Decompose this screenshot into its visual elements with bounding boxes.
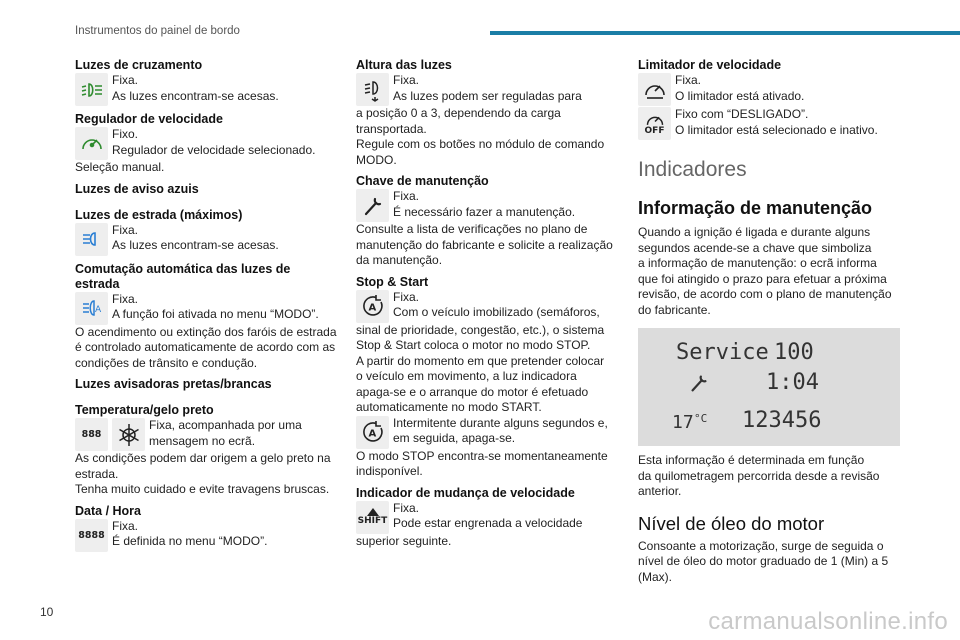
entry-line: Fixa. <box>112 73 139 87</box>
shift-up-icon <box>356 501 389 534</box>
entry-line: O limitador está selecionado e inativo. <box>675 122 878 137</box>
entry-line: o veículo em movimento, a luz indicadora <box>356 369 577 383</box>
auto-high-beam-entry <box>75 292 347 325</box>
entry-line: O modo STOP encontra-se momentaneamente <box>356 448 608 463</box>
section-title: estrada <box>75 276 120 291</box>
entry-line: estrada. <box>75 466 119 481</box>
entry-line: Consoante a motorização, surge de seguida o <box>638 538 884 553</box>
section-title: Luzes de estrada (máximos) <box>75 207 243 222</box>
entry-line: é controlado automaticamente de acordo com as <box>75 340 336 354</box>
snowflake-icon <box>112 418 145 451</box>
digital-display-icon: 888 <box>75 418 108 451</box>
entry-line: É definida no menu “MODO”. <box>112 534 268 548</box>
entry-line: As condições podem dar origem a gelo preto na <box>75 451 331 465</box>
speed-limiter-off-entry <box>638 107 900 140</box>
section-title: Comutação automática das luzes de <box>75 261 291 276</box>
cruise-control-icon <box>75 127 108 160</box>
wrench-icon <box>356 189 389 222</box>
high-beam-entry <box>75 223 347 256</box>
service-label: Service <box>676 340 769 365</box>
service-time: 1:04 <box>766 370 819 395</box>
page-number: 10 <box>40 605 54 619</box>
section-title: Limitador de velocidade <box>638 58 782 72</box>
entry-line: Regulador de velocidade selecionado. <box>112 142 316 157</box>
section-title: Luzes de cruzamento <box>75 58 203 72</box>
entry-line: Fixa. <box>393 73 420 87</box>
speed-limiter-icon <box>638 73 671 106</box>
entry-line: automaticamente no modo START. <box>356 400 542 414</box>
entry-line: Fixa. <box>112 518 139 533</box>
entry-line: manutenção do fabricante e solicite a realização <box>356 237 613 252</box>
entry-line: Fixa. <box>112 222 139 237</box>
entry-line: sinal de prioridade, congestão, etc.), o sistema <box>356 322 605 337</box>
svg-text:A: A <box>94 305 101 315</box>
entry-line: A partir do momento em que pretender colocar <box>356 353 605 368</box>
entry-line: Fixo com “DESLIGADO”. <box>675 107 809 121</box>
entry-line: Esta informação é determinada em função <box>638 453 865 467</box>
date-time-entry <box>75 519 347 552</box>
entry-line: indisponível. <box>356 464 423 478</box>
section-title: Luzes de aviso azuis <box>75 181 199 196</box>
entry-line: do fabricante. <box>638 302 711 317</box>
entry-line: Quando a ignição é ligada e durante alguns <box>638 225 871 239</box>
entry-line: Fixa. <box>112 291 139 306</box>
section-title: Indicador de mudança de velocidade <box>356 485 575 500</box>
entry-line: mensagem no ecrã. <box>149 433 256 448</box>
section-title: Luzes avisadoras pretas/brancas <box>75 377 272 391</box>
stop-start-blinking-entry <box>356 416 618 449</box>
entry-line: a posição 0 a 3, dependendo da carga <box>356 106 561 120</box>
section-heading: Nível de óleo do motor <box>638 512 825 534</box>
temperature-entry <box>75 418 347 451</box>
section-title: Regulador de velocidade <box>75 112 223 126</box>
entry-line: que foi atingido o prazo para efetuar a próxima <box>638 271 887 286</box>
entry-line: Fixa, acompanhada por uma <box>149 418 302 432</box>
running-header: Instrumentos do painel de bordo <box>75 25 240 37</box>
stop-start-entry <box>356 290 618 323</box>
entry-line: Fixa. <box>675 73 702 87</box>
entry-line: em seguida, apaga-se. <box>393 431 516 445</box>
column-1 <box>75 58 347 552</box>
service-display-image <box>638 328 900 446</box>
service-wrench-entry <box>356 189 618 222</box>
entry-line: O limitador está ativado. <box>675 88 805 103</box>
stop-start-icon <box>356 290 389 323</box>
low-beam-icon <box>75 73 108 106</box>
column-2 <box>356 58 618 549</box>
wrench-icon <box>688 372 710 398</box>
entry-line: Fixa. <box>393 500 420 515</box>
entry-line: As luzes encontram-se acesas. <box>112 88 279 103</box>
entry-line: Tenha muito cuidado e evite travagens bruscas. <box>75 482 330 496</box>
chapter-heading: Indicadores <box>638 158 747 181</box>
low-beam-entry <box>75 73 347 106</box>
entry-line: superior seguinte. <box>356 533 452 548</box>
watermark: carmanualsonline.info <box>708 608 948 635</box>
service-distance: 100 <box>774 340 814 365</box>
outside-temperature: 17 <box>672 412 694 433</box>
section-title: Stop & Start <box>356 274 429 289</box>
section-title: Chave de manutenção <box>356 174 489 188</box>
entry-line: As luzes podem ser reguladas para <box>393 88 582 103</box>
entry-line: anterior. <box>638 484 682 498</box>
speed-limiter-entry <box>638 73 900 106</box>
temperature-unit: °C <box>694 412 708 425</box>
entry-line: Stop & Start coloca o motor no modo STOP. <box>356 338 591 352</box>
section-title: Data / Hora <box>75 503 141 518</box>
clock-display-icon: 8888 <box>75 519 108 552</box>
off-label: OFF <box>644 125 665 136</box>
entry-line: Fixo. <box>112 127 139 141</box>
svg-text:A: A <box>368 302 376 314</box>
entry-line: Regule com os botões no módulo de comando <box>356 137 605 151</box>
headlamp-level-icon <box>356 73 389 106</box>
entry-line: Com o veículo imobilizado (semáforos, <box>393 305 600 319</box>
svg-text:A: A <box>368 428 376 440</box>
entry-line: a informação de manutenção: o ecrã informa <box>638 256 877 270</box>
auto-high-beam-icon <box>75 292 108 325</box>
entry-line: Fixa. <box>393 289 420 304</box>
section-title: Altura das luzes <box>356 58 452 72</box>
section-heading: Informação de manutenção <box>638 198 873 218</box>
cruise-control-entry <box>75 127 347 160</box>
entry-line: Intermitente durante alguns segundos e, <box>393 415 608 430</box>
speed-limiter-off-icon <box>638 107 671 140</box>
entry-line: da manutenção. <box>356 253 443 267</box>
high-beam-icon <box>75 223 108 256</box>
entry-line: segundos acende-se a chave que simboliza <box>638 240 872 255</box>
entry-line: nível de óleo do motor graduado de 1 (Min) a 5 <box>638 554 889 568</box>
entry-line: revisão, de acordo com o plano de manutenção <box>638 287 892 301</box>
entry-line: Seleção manual. <box>75 160 165 174</box>
column-3 <box>638 58 900 585</box>
entry-line: As luzes encontram-se acesas. <box>112 238 279 252</box>
entry-line: O acendimento ou extinção dos faróis de estrada <box>75 324 337 339</box>
header-accent-bar <box>490 31 960 35</box>
section-title: Temperatura/gelo preto <box>75 403 214 417</box>
entry-line: MODO. <box>356 152 397 167</box>
entry-line: Consulte a lista de verificações no plano de <box>356 222 588 236</box>
entry-line: É necessário fazer a manutenção. <box>393 204 576 219</box>
entry-line: Pode estar engrenada a velocidade <box>393 516 583 530</box>
stop-start-icon <box>356 416 389 449</box>
entry-line: Fixa. <box>393 189 420 203</box>
entry-line: transportada. <box>356 121 427 136</box>
entry-line: da quilometragem percorrida desde a revisão <box>638 468 880 483</box>
odometer: 123456 <box>742 408 822 433</box>
shift-label: SHIFT <box>357 516 388 526</box>
headlamp-level-entry <box>356 73 618 106</box>
gear-shift-entry <box>356 501 618 534</box>
entry-line: (Max). <box>638 569 672 584</box>
entry-line: condições de trânsito e condução. <box>75 355 258 370</box>
entry-line: apaga-se e o arranque do motor é efetuado <box>356 384 589 399</box>
entry-line: A função foi ativada no menu “MODO”. <box>112 307 319 321</box>
